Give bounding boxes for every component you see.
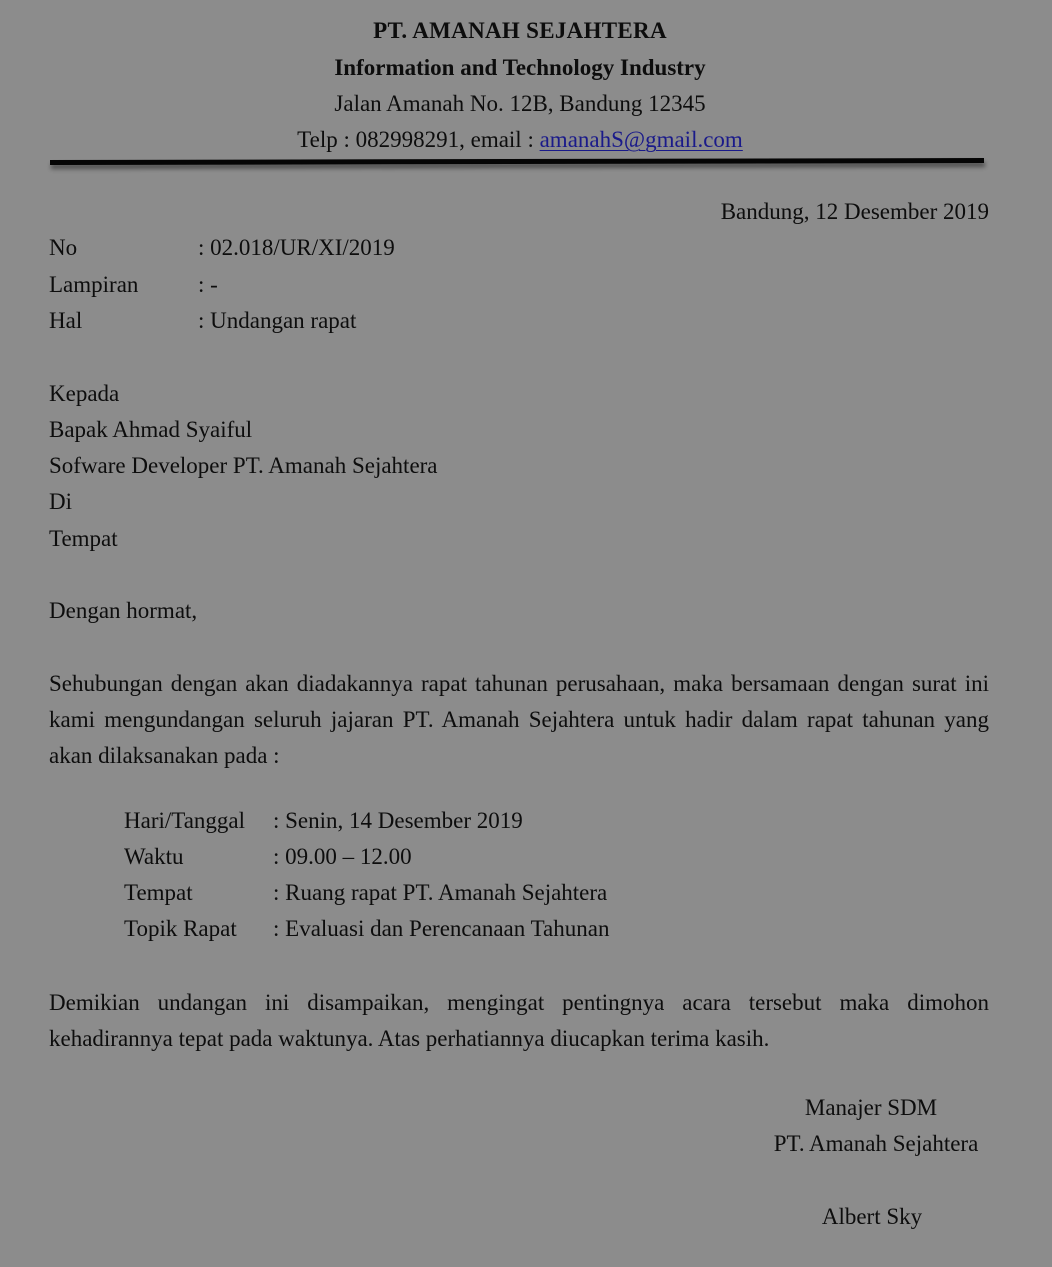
recipient-line: Sofware Developer PT. Amanah Sejahtera <box>49 453 438 478</box>
letterhead-address: Jalan Amanah No. 12B, Bandung 12345 <box>334 91 706 116</box>
closing-paragraph: Demikian undangan ini disampaikan, mengingat pentingnya acara tersebut maka dimohon kehadirannya tepat pada waktunya. Atas perhatiannya diucapkan terima kasih. <box>49 990 989 1051</box>
letterhead-divider <box>50 158 984 165</box>
detail-label: Tempat <box>124 880 193 905</box>
signature-company: PT. Amanah Sejahtera <box>773 1131 979 1156</box>
meta-value: : Undangan rapat <box>198 308 357 333</box>
meta-value: : - <box>198 272 218 297</box>
email-link[interactable]: amanahS@gmail.com <box>539 127 743 152</box>
letterhead-industry: Information and Technology Industry <box>334 55 706 80</box>
detail-value: : Senin, 14 Desember 2019 <box>273 808 523 833</box>
recipient-line: Kepada <box>49 381 120 406</box>
detail-value: : 09.00 – 12.00 <box>273 844 412 869</box>
detail-value: : Evaluasi dan Perencanaan Tahunan <box>273 916 610 941</box>
detail-label: Waktu <box>124 844 184 869</box>
signature-name: Albert Sky <box>821 1204 923 1229</box>
detail-label: Hari/Tanggal <box>124 808 246 833</box>
letterhead-contact <box>0 125 1040 155</box>
recipient-line: Di <box>49 489 72 514</box>
detail-label: Topik Rapat <box>124 916 237 941</box>
contact-phone-text: Telp : 082998291, email : <box>297 127 540 152</box>
opening-paragraph: Sehubungan dengan akan diadakannya rapat tahunan perusahaan, maka bersamaan dengan surat ini kami mengundangan seluruh jajaran PT. Amanah Sejahtera untuk hadir dalam rapat tahunan yang akan dilaksanakan pada : <box>49 671 989 768</box>
meta-value: : 02.018/UR/XI/2019 <box>198 235 395 260</box>
meta-label: Hal <box>49 308 83 333</box>
signature-title: Manajer SDM <box>804 1095 938 1120</box>
meta-label: Lampiran <box>49 272 139 297</box>
letter-date: Bandung, 12 Desember 2019 <box>720 199 989 224</box>
letterhead-company: PT. AMANAH SEJAHTERA <box>373 18 667 43</box>
recipient-line: Tempat <box>49 526 118 551</box>
meta-label: No <box>49 235 78 260</box>
salutation: Dengan hormat, <box>49 598 198 623</box>
detail-value: : Ruang rapat PT. Amanah Sejahtera <box>273 880 608 905</box>
recipient-line: Bapak Ahmad Syaiful <box>49 417 253 442</box>
